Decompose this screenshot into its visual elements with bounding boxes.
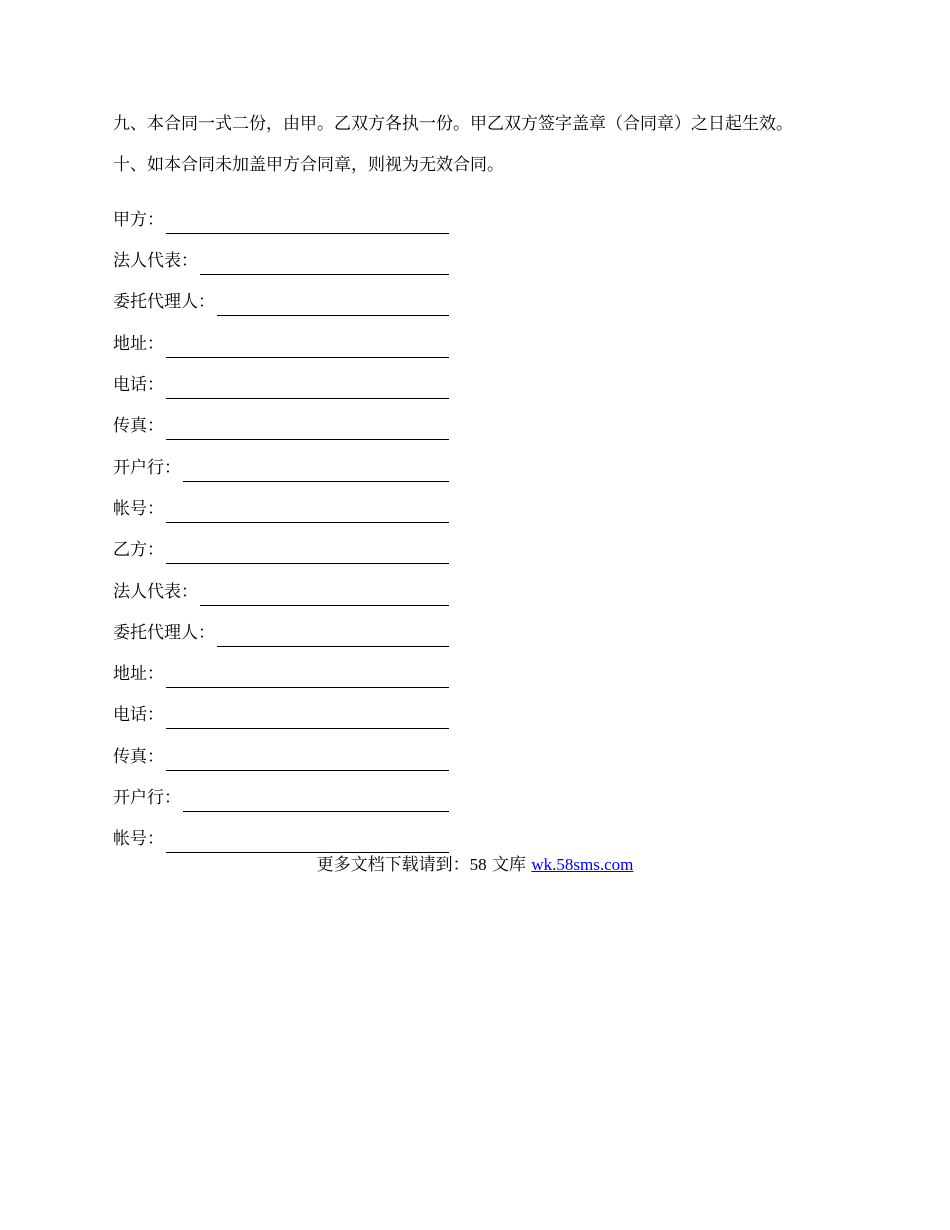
party-a-address-blank xyxy=(166,337,449,358)
party-b-agent-blank xyxy=(217,626,449,647)
party-b-legal-rep-blank xyxy=(200,585,449,606)
party-a-bank-field xyxy=(113,440,449,481)
party-b-blank xyxy=(166,543,449,564)
party-a-fax-label: 传真： xyxy=(113,416,164,437)
party-b-name-field xyxy=(113,523,449,564)
party-a-fax-field xyxy=(113,399,449,440)
party-b-account-label: 帐号： xyxy=(113,829,164,850)
party-a-account-label: 帐号： xyxy=(113,498,164,519)
party-b-legal-rep-label: 法人代表： xyxy=(113,581,198,602)
footer-number: 58 xyxy=(469,855,487,874)
party-b-phone-field xyxy=(113,688,449,729)
party-a-address-label: 地址： xyxy=(113,333,164,354)
party-b-legal-rep-field xyxy=(113,564,449,605)
party-b-bank-blank xyxy=(183,791,449,812)
party-b-agent-label: 委托代理人： xyxy=(113,622,215,643)
party-a-account-blank xyxy=(166,502,449,523)
party-b-label: 乙方： xyxy=(113,540,164,561)
party-b-phone-label: 电话： xyxy=(113,705,164,726)
party-a-name-field xyxy=(113,193,449,234)
party-b-phone-blank xyxy=(166,708,449,729)
party-a-legal-rep-blank xyxy=(200,254,449,275)
party-a-agent-label: 委托代理人： xyxy=(113,292,215,313)
party-b-fax-field xyxy=(113,729,449,770)
party-a-bank-blank xyxy=(183,461,449,482)
contract-page xyxy=(113,110,873,853)
footer-site-name: 文库 xyxy=(492,855,526,875)
party-a-phone-blank xyxy=(166,378,449,399)
party-a-fax-blank xyxy=(166,419,449,440)
party-a-phone-label: 电话： xyxy=(113,375,164,396)
party-a-bank-label: 开户行： xyxy=(113,457,181,478)
party-a-agent-blank xyxy=(217,295,449,316)
party-a-account-field xyxy=(113,482,449,523)
party-a-legal-rep-field xyxy=(113,234,449,275)
party-b-address-blank xyxy=(166,667,449,688)
party-b-account-field xyxy=(113,812,449,853)
footer-site-link[interactable]: wk.58sms.com xyxy=(531,855,634,874)
footer-prefix: 更多文档下载请到： xyxy=(316,855,470,875)
party-a-agent-field xyxy=(113,275,449,316)
party-a-label: 甲方： xyxy=(113,209,164,230)
party-a-blank xyxy=(166,213,449,234)
party-b-agent-field xyxy=(113,606,449,647)
clause-nine: 九、本合同一式二份，由甲。乙双方各执一份。甲乙双方签字盖章（合同章）之日起生效。 xyxy=(113,114,793,134)
party-a-phone-field xyxy=(113,358,449,399)
party-b-fax-label: 传真： xyxy=(113,746,164,767)
party-a-address-field xyxy=(113,316,449,357)
party-b-bank-label: 开户行： xyxy=(113,788,181,809)
party-b-address-field xyxy=(113,647,449,688)
clause-ten: 十、如本合同未加盖甲方合同章，则视为无效合同。 xyxy=(113,155,504,176)
party-b-address-label: 地址： xyxy=(113,664,164,685)
download-footer xyxy=(0,851,950,879)
party-a-legal-rep-label: 法人代表： xyxy=(113,251,198,272)
party-b-bank-field xyxy=(113,771,449,812)
party-b-fax-blank xyxy=(166,750,449,771)
